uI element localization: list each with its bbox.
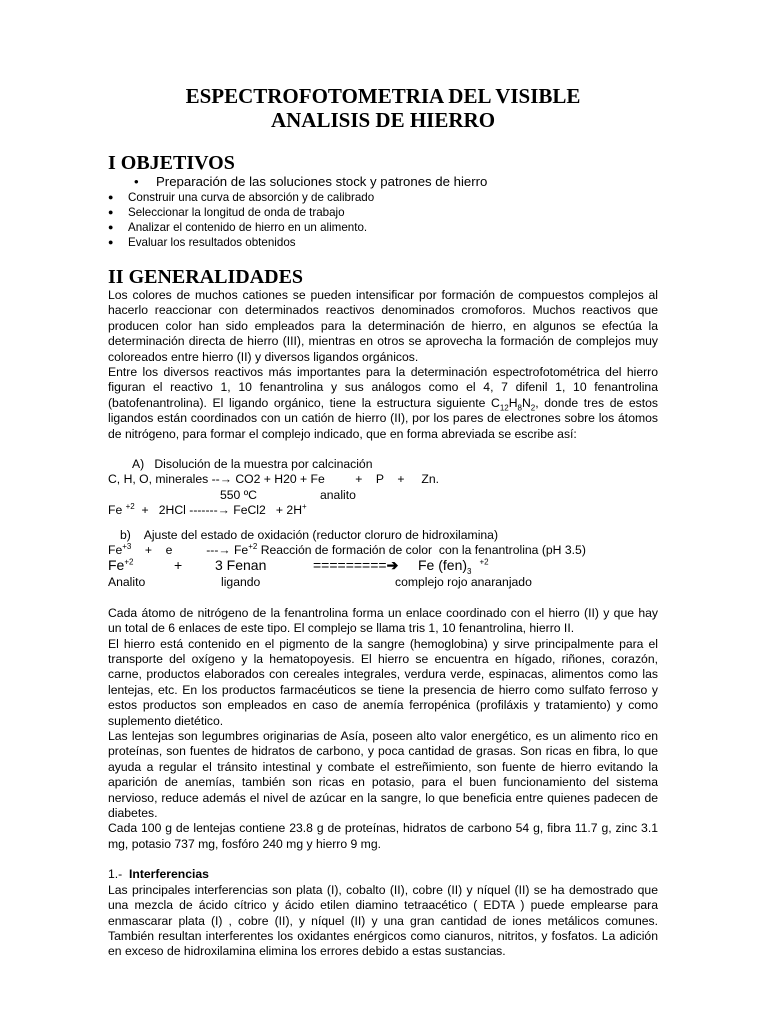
list-item	[108, 220, 658, 235]
paragraph-2-text-b: , donde tres de estos ligandos están coordinados con un catión de hierro (II), por los pares de electrones sobre los átomos de nitrógeno, para formar el complejo indicado, que en forma abreviada se escribe así:	[108, 395, 658, 441]
reaction-1-left: C, H, O, minerales --	[108, 472, 220, 487]
reaction-4	[108, 558, 658, 575]
spacer	[108, 519, 658, 528]
document-title	[108, 84, 658, 132]
step-b: b) Ajuste del estado de oxidación (reductor cloruro de hidroxilamina)	[120, 527, 499, 542]
reaction-1-conditions	[108, 488, 658, 503]
paragraph-4: El hierro está contenido en el pigmento de la sangre (hemoglobina) y sirve principalmente para el transporte del oxígeno y la hematopoyesis. El hierro se encuentra en hígado, riñones, corazón, carne, productos elaborados con cereales integrales, verdura verde, espinacas, alimentos como las lentejas, etc. En los productos farmacéuticos se tiene la presencia de hierro como sulfato ferroso y estos productos son empleados en caso de anemía ferropénica (profiláxis y tratamiento) y como suplemento dietético.	[108, 636, 658, 728]
bullet-dot-icon: ●	[108, 222, 114, 232]
section-heading-objetivos: I OBJETIVOS	[108, 152, 235, 174]
spacer	[108, 442, 658, 457]
list-item	[108, 235, 658, 250]
superscript: +2	[125, 502, 135, 512]
list-item	[108, 190, 658, 205]
arrow-right-icon: →	[218, 543, 231, 558]
reaction-4-product-text: Fe (fen)	[418, 557, 468, 574]
spacer	[108, 591, 658, 606]
reaction-1-right: CO2 + H20 + Fe + P + Zn.	[231, 472, 439, 487]
list-item-text: Seleccionar la longitud de onda de trabajo	[128, 206, 345, 219]
reaction-2	[108, 503, 658, 518]
section-heading-generalidades: II GENERALIDADES	[108, 266, 304, 288]
paragraph-2-text-a: Entre los diversos reactivos más importantes para la determinación espectrofotométrica del hierro figuran el reactivo 1, 10 fenantrolina y sus análogos como el 4, 7 difenil 1, 10 fenantrolina (batofenantrolina). El ligando orgánico, tiene la estructura siguiente C	[108, 365, 658, 410]
reaction-4-labels	[108, 575, 658, 590]
objective-sub-bullet	[108, 174, 658, 190]
reaction-3-fe2: Fe	[230, 543, 249, 558]
superscript: +	[302, 502, 307, 512]
subsection-title: Interferencias	[129, 867, 209, 882]
reaction-4-arrow	[313, 558, 398, 573]
subscript: 12	[499, 403, 509, 413]
paragraph-1: Los colores de muchos cationes se pueden intensificar por formación de compuestos complejos al hacerlo reaccionar con determinados reactivos denominados cromoforos. Muchos reactivos que producen color han sido empleados para la determinación de hierro, en algunos se efectúa la determinación directa de hierro (III), mientras en otros se aprovecha la formación de complejos muy coloreados entre hierro (II) y diversos ligandos orgánicos.	[108, 288, 658, 364]
subscript: 8	[517, 403, 522, 413]
reaction-3-mid: + e ---	[131, 543, 219, 558]
superscript: +2	[479, 557, 489, 567]
reaction-4-arrow-line: =========	[313, 557, 387, 574]
label-analito: Analito	[108, 575, 146, 590]
label-ligando: ligando	[221, 575, 261, 590]
list-item	[108, 205, 658, 220]
formula-h: H	[508, 395, 518, 410]
reaction-3-text: Reacción de formación de color con la fenantrolina (pH 3.5)	[257, 543, 586, 558]
arrow-right-bold-icon: ➔	[386, 557, 399, 574]
list-item-text: Evaluar los resultados obtenidos	[128, 236, 296, 249]
bullet-dot-icon: ●	[108, 207, 114, 217]
subscript: 2	[530, 403, 536, 413]
superscript: +2	[248, 541, 258, 551]
bullet-dot-icon: •	[134, 174, 139, 189]
reaction-4-fe	[108, 558, 133, 573]
reaction-2-mid: + 2HCl -------	[134, 503, 218, 518]
paragraph-5: Las lentejas son legumbres originarias de Asía, poseen alto valor energético, es un alimento rico en proteínas, son fuentes de hidratos de carbono, y poca cantidad de grasas. Son ricas en fibra, lo que ayuda a regular el tránsito intestinal y combate el estreñimiento, son fuente de hierro evitando la aparición de anemías, también son ricas en potasio, para el buen funcionamiento del sistema nervioso, reduce además el nivel de azúcar en la sangre, lo que beneficia entre quienes padecen de diabetes.	[108, 729, 658, 821]
objective-sub-bullet-text: Preparación de las soluciones stock y patrones de hierro	[156, 174, 488, 189]
bullet-dot-icon: ●	[108, 237, 114, 247]
reaction-4-fe-text: Fe	[108, 557, 125, 574]
subsection-heading	[108, 867, 658, 882]
reaction-4-product	[418, 557, 489, 577]
step-a: A) Disolución de la muestra por calcinación	[132, 457, 373, 472]
reaction-1	[108, 472, 658, 487]
reaction-4-fenan: 3 Fenan	[215, 557, 267, 574]
paragraph-7: Las principales interferencias son plata (I), cobalto (II), cobre (II) y níquel (II) se ha demostrado que una mezcla de ácido cítrico y ácido etilen diamino tetraacético ( EDTA ) puede emplearse para enmascarar plata (I) , cobre (II), y níquel (II) y una gran cantidad de iones metálicos comunes. También resultan interferentes los oxidantes enérgicos como cianuros, nitritos, y fosfatos. La adición en exceso de hidroxilamina elimina los errores debido a estas sustancias.	[108, 882, 658, 959]
reaction-1-temperature: 550 ºC	[220, 487, 257, 502]
bullet-dot-icon: ●	[108, 192, 114, 202]
paragraph-6: Cada 100 g de lentejas contiene 23.8 g de proteínas, hidratos de carbono 54 g, fibra 11.7 g, zinc 3.1 mg, potasio 737 mg, fosfóro 240 mg y hierro 9 mg.	[108, 821, 658, 851]
reaction-3	[108, 543, 658, 558]
list-item-text: Analizar el contenido de hierro en un alimento.	[128, 221, 368, 234]
spacer	[108, 852, 658, 867]
document-page	[108, 84, 658, 960]
label-complejo: complejo rojo anaranjado	[395, 575, 532, 590]
reaction-4-plus: +	[174, 557, 183, 574]
title-line-2: ANALISIS DE HIERRO	[270, 108, 496, 132]
reaction-2-fe: Fe	[108, 503, 126, 518]
title-line-1: ESPECTROFOTOMETRIA DEL VISIBLE	[185, 84, 581, 108]
objectives-list	[108, 190, 658, 250]
reaction-3-fe: Fe	[108, 543, 123, 558]
subscript: 3	[467, 567, 472, 577]
superscript: +2	[124, 557, 134, 567]
arrow-right-icon: →	[219, 472, 232, 487]
reaction-1-analito: analito	[320, 487, 356, 502]
superscript: +3	[122, 541, 132, 551]
formula-n: N	[521, 395, 531, 410]
list-item-text: Construir una curva de absorción y de calibrado	[128, 191, 375, 204]
arrow-right-icon: →	[217, 503, 230, 518]
paragraph-2	[108, 365, 658, 442]
reaction-2-right: FeCl2 + 2H	[229, 503, 302, 518]
paragraph-3: Cada átomo de nitrógeno de la fenantrolina forma un enlace coordinado con el hierro (II) y que hay un total de 6 enlaces de este tipo. El complejo se llama tris 1, 10 fenantrolina, hierro II.	[108, 605, 658, 636]
subsection-number: 1.-	[108, 867, 123, 882]
